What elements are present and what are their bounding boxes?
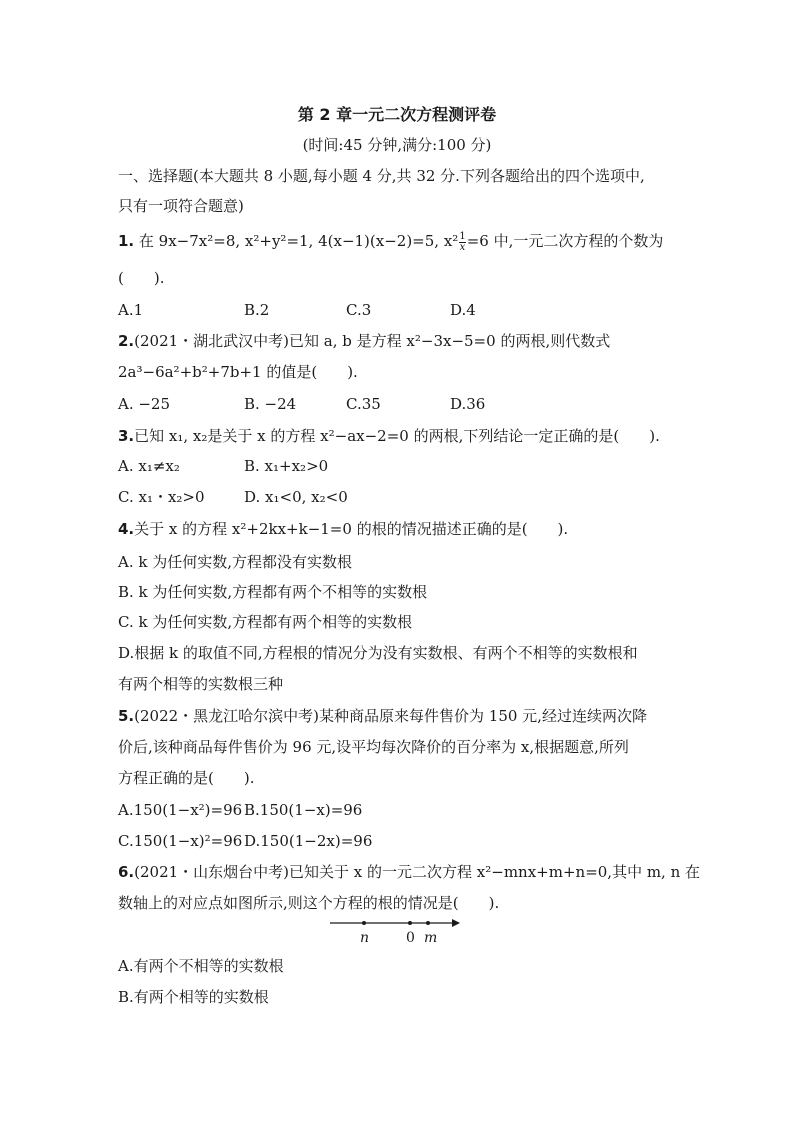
option-d: D.根据 k 的取值不同,方程根的情况分为没有实数根、有两个不相等的实数根和 bbox=[118, 644, 638, 662]
option-b: B.有两个相等的实数根 bbox=[118, 988, 269, 1006]
question-text: (2022・黑龙江哈尔滨中考)某种商品原来每件售价为 150 元,经过连续两次降 bbox=[134, 707, 647, 725]
option-b: B.2 bbox=[244, 301, 270, 319]
label-zero: 0 bbox=[406, 930, 415, 946]
label-m: m bbox=[424, 930, 438, 946]
question-1-line2: ( ). bbox=[118, 269, 165, 287]
option-d: D. x₁<0, x₂<0 bbox=[244, 488, 348, 506]
question-text: 在 9x−7x²=8, x²+y²=1, 4(x−1)(x−2)=5, x² bbox=[134, 232, 459, 250]
question-number: 1. bbox=[118, 232, 135, 250]
option-b: B. k 为任何实数,方程都有两个不相等的实数根 bbox=[118, 583, 428, 601]
question-6-line1 bbox=[118, 862, 700, 882]
question-number: 6. bbox=[118, 863, 135, 881]
question-number: 5. bbox=[118, 707, 135, 725]
label-n: n bbox=[360, 930, 370, 946]
page-title: 第 2 章一元二次方程测评卷 bbox=[297, 105, 497, 124]
question-3-line1 bbox=[118, 426, 660, 446]
section-heading-line2: 只有一项符合题意) bbox=[118, 197, 244, 215]
option-a: A.有两个不相等的实数根 bbox=[118, 957, 284, 975]
number-line-figure bbox=[330, 916, 470, 946]
question-1-line1 bbox=[118, 231, 663, 253]
question-text: (2021・湖北武汉中考)已知 a, b 是方程 x²−3x−5=0 的两根,则代数式 bbox=[134, 332, 611, 350]
fraction-denominator: x bbox=[459, 241, 466, 253]
question-text: 关于 x 的方程 x²+2kx+k−1=0 的根的情况描述正确的是( ). bbox=[134, 520, 569, 538]
option-b: B.150(1−x)=96 bbox=[244, 801, 363, 819]
question-2-line2: 2a³−6a²+b²+7b+1 的值是( ). bbox=[118, 363, 358, 381]
question-text: (2021・山东烟台中考)已知关于 x 的一元二次方程 x²−mnx+m+n=0,其中 m, n 在 bbox=[134, 863, 701, 881]
option-a: A. −25 bbox=[118, 395, 171, 413]
point-m bbox=[426, 921, 430, 925]
question-text: 已知 x₁, x₂是关于 x 的方程 x²−ax−2=0 的两根,下列结论一定正确的是( ). bbox=[134, 427, 660, 445]
option-c: C.3 bbox=[346, 301, 372, 319]
option-c: C. k 为任何实数,方程都有两个相等的实数根 bbox=[118, 613, 413, 631]
option-c: C. x₁・x₂>0 bbox=[118, 488, 205, 506]
point-zero bbox=[408, 921, 412, 925]
question-4-line1 bbox=[118, 519, 568, 539]
fraction-numerator: 1 bbox=[459, 230, 466, 242]
option-a: A. k 为任何实数,方程都没有实数根 bbox=[118, 553, 352, 571]
question-5-line3: 方程正确的是( ). bbox=[118, 769, 255, 787]
question-2-line1 bbox=[118, 331, 610, 351]
option-c: C.35 bbox=[346, 395, 381, 413]
option-b: B. x₁+x₂>0 bbox=[244, 457, 329, 475]
option-a: A.1 bbox=[118, 301, 144, 319]
number-line-axis bbox=[330, 916, 470, 930]
fraction bbox=[459, 232, 465, 253]
point-n bbox=[362, 921, 366, 925]
question-5-line1 bbox=[118, 706, 647, 726]
option-d: D.4 bbox=[450, 301, 476, 319]
question-number: 4. bbox=[118, 520, 135, 538]
option-d: D.36 bbox=[450, 395, 486, 413]
question-5-line2: 价后,该种商品每件售价为 96 元,设平均每次降价的百分率为 x,根据题意,所列 bbox=[118, 738, 629, 756]
question-number: 3. bbox=[118, 427, 135, 445]
option-a: A. x₁≠x₂ bbox=[118, 457, 180, 475]
question-6-line2: 数轴上的对应点如图所示,则这个方程的根的情况是( ). bbox=[118, 894, 500, 912]
page-subtitle: (时间:45 分钟,满分:100 分) bbox=[302, 136, 492, 154]
option-a: A.150(1−x²)=96 bbox=[118, 801, 243, 819]
option-d-continued: 有两个相等的实数根三种 bbox=[118, 675, 284, 693]
question-text: =6 中,一元二次方程的个数为 bbox=[466, 232, 664, 250]
question-number: 2. bbox=[118, 332, 135, 350]
section-heading-line1: 一、选择题(本大题共 8 小题,每小题 4 分,共 32 分.下列各题给出的四个选项中, bbox=[118, 167, 645, 185]
option-b: B. −24 bbox=[244, 395, 297, 413]
option-d: D.150(1−2x)=96 bbox=[244, 832, 373, 850]
option-c: C.150(1−x)²=96 bbox=[118, 832, 243, 850]
